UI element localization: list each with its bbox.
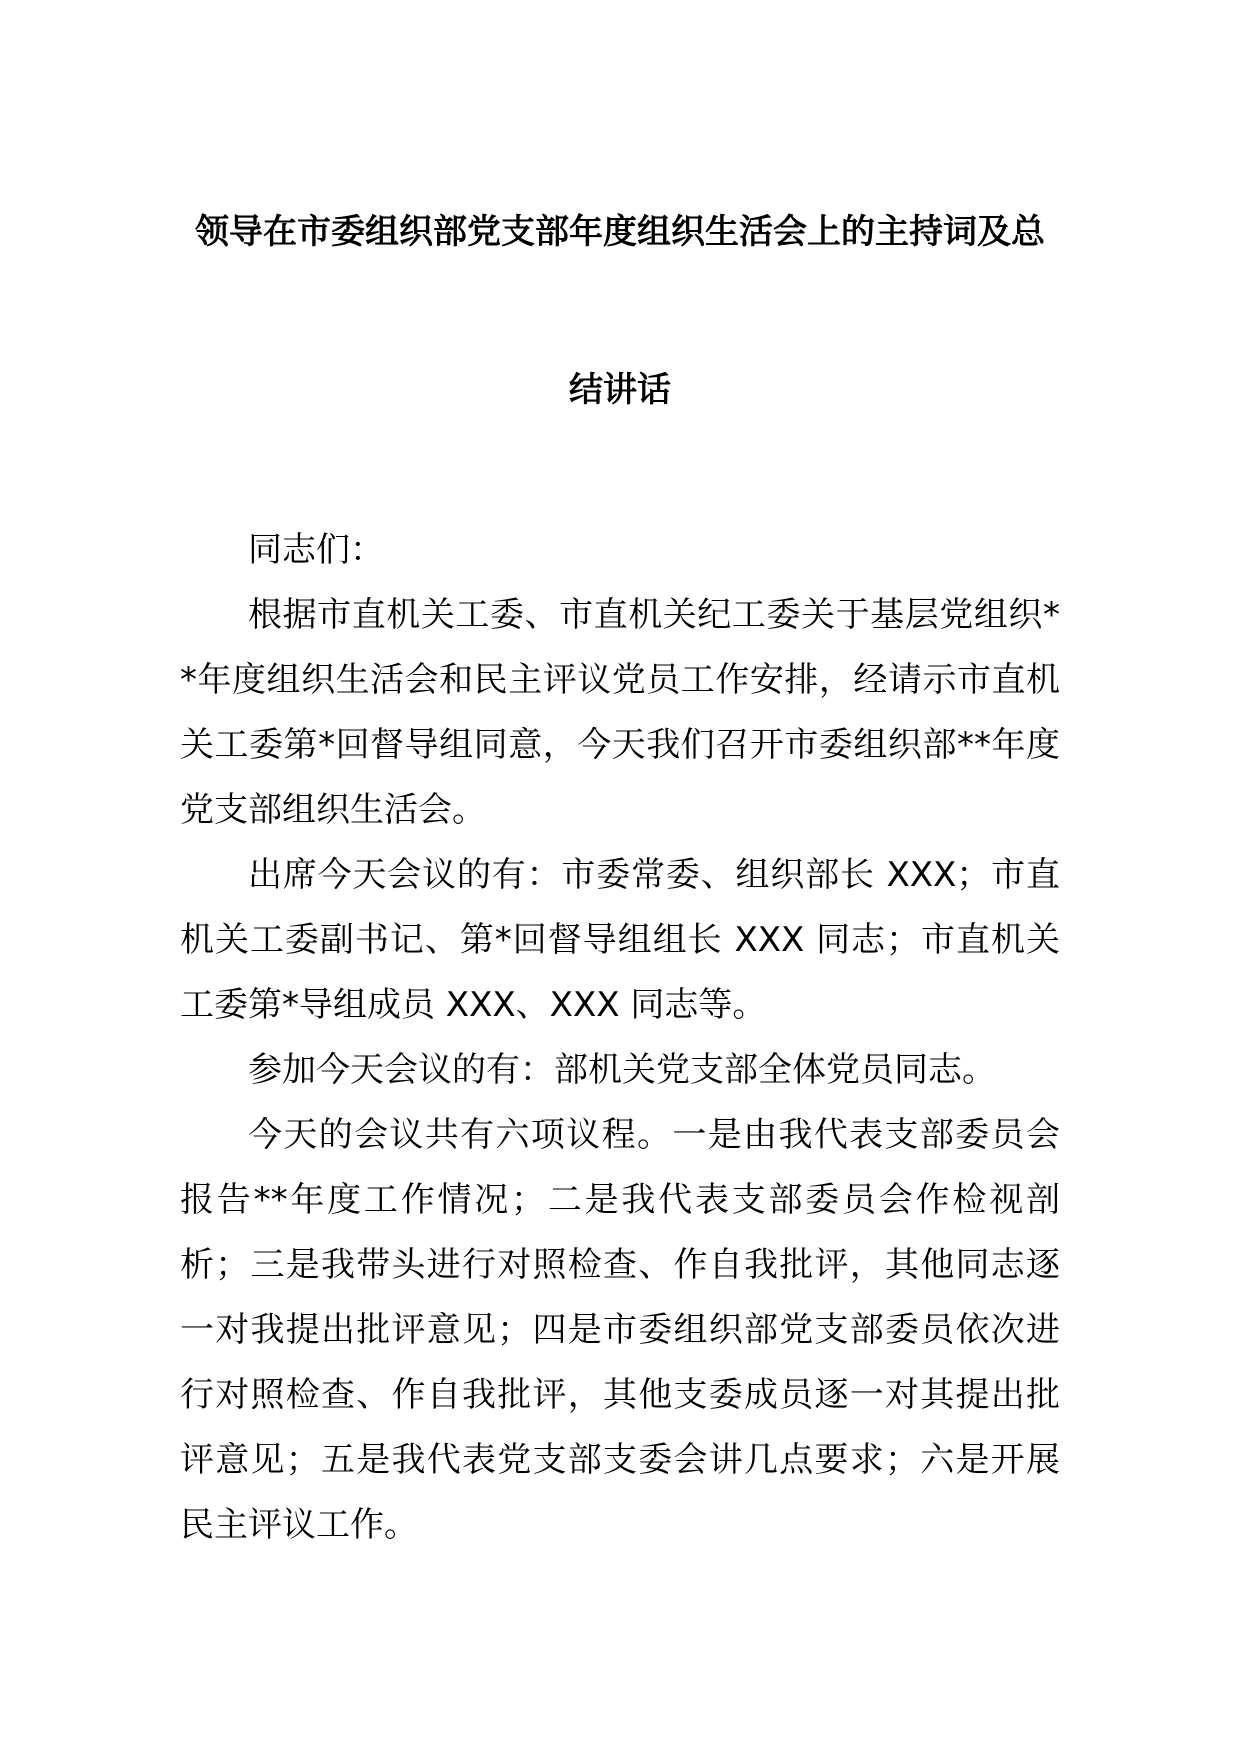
- document-body: [180, 518, 1060, 1558]
- document-title: [180, 153, 1060, 469]
- paragraph-meeting-basis: 根据市直机关工委、市直机关纪工委关于基层党组织**年度组织生活会和民主评议党员工作安排，经请示市直机关工委第*回督导组同意，今天我们召开市委组织部**年度党支部组织生活会。: [180, 595, 1060, 830]
- document-title-line-1: 领导在市委组织部党支部年度组织生活会上的主持词及总: [195, 212, 1045, 252]
- paragraph-attendees-leaders: 出席今天会议的有：市委常委、组织部长 XXX；市直机关工委副书记、第*回督导组组长 XXX 同志；市直机关工委第*导组成员 XXX、XXX 同志等。: [180, 855, 1060, 1025]
- document-title-line-2: 结讲话: [569, 370, 671, 410]
- paragraph-attendees-members: 参加今天会议的有：部机关党支部全体党员同志。: [248, 1050, 996, 1090]
- paragraph-salutation: 同志们：: [248, 530, 384, 570]
- paragraph-agenda: 今天的会议共有六项议程。一是由我代表支部委员会报告**年度工作情况；二是我代表支部委员会作检视剖析；三是我带头进行对照检查、作自我批评，其他同志逐一对我提出批评意见；四是市委组织部党支部委员依次进行对照检查、作自我批评，其他支委成员逐一对其提出批评意见；五是我代表党支部支委会讲几点要求；六是开展民主评议工作。: [180, 1115, 1060, 1545]
